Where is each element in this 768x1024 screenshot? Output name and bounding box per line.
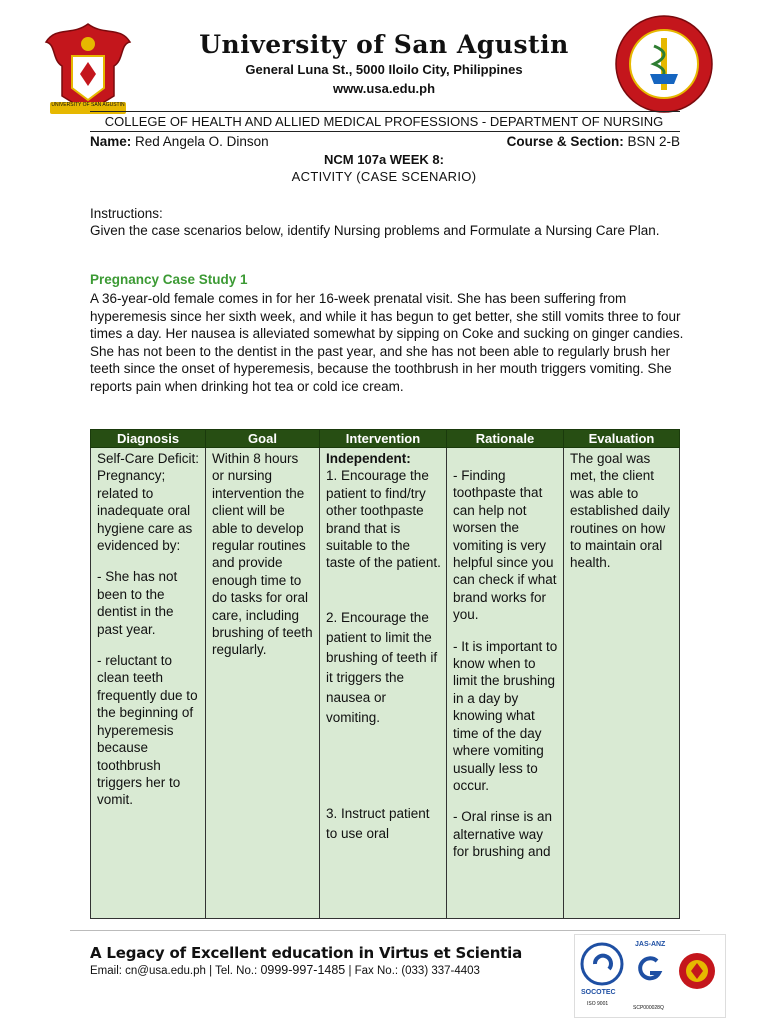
goal-text: Within 8 hours or nursing intervention the client will be able to develop regular routines and provide enough time to do tasks for oral care, including brushing of teeth regularly. bbox=[212, 451, 313, 658]
footer-tel: 0999-997-1485 bbox=[260, 963, 346, 977]
table-header-row bbox=[91, 430, 680, 448]
jas-anz-label: JAS-ANZ bbox=[635, 941, 666, 948]
footer-fax: (033) 337-4403 bbox=[401, 965, 480, 977]
intervention-1: 1. Encourage the patient to find/try other toothpaste brand that is suitable to the taste of the patient. bbox=[326, 468, 441, 571]
university-title: University of San Agustin bbox=[199, 30, 569, 59]
course-section: Course & Section: BSN 2-B bbox=[506, 134, 680, 149]
instructions bbox=[90, 205, 680, 239]
socotec-label: SOCOTEC bbox=[581, 989, 616, 996]
header-rationale: Rationale bbox=[447, 430, 564, 448]
header-top-rule bbox=[90, 111, 680, 112]
header-evaluation: Evaluation bbox=[564, 430, 680, 448]
intervention-cell bbox=[320, 448, 447, 919]
intervention-heading: Independent: bbox=[326, 451, 411, 466]
jas-anz-code: SCP000028Q bbox=[633, 1005, 664, 1011]
rationale-3: - Oral rinse is an alternative way for brushing and bbox=[453, 809, 553, 860]
footer-tagline: A Legacy of Excellent education in Virtus et Scientia bbox=[90, 944, 523, 962]
intervention-2: 2. Encourage the patient to limit the brushing of teeth if it triggers the nausea or vomiting. bbox=[326, 609, 438, 725]
nursing-care-plan-table bbox=[90, 429, 680, 919]
header-diagnosis: Diagnosis bbox=[91, 430, 206, 448]
college-department: COLLEGE OF HEALTH AND ALLIED MEDICAL PROFESSIONS - DEPARTMENT OF NURSING bbox=[104, 114, 664, 129]
socotec-iso: ISO 9001 bbox=[587, 1001, 609, 1007]
activity-title: ACTIVITY (CASE SCENARIO) bbox=[291, 169, 477, 184]
diagnosis-evidence-2: - reluctant to clean teeth frequently due to the beginning of hyperemesis because toothbrush triggers her to vomit. bbox=[97, 653, 198, 808]
intervention-3: 3. Instruct patient to use oral bbox=[326, 805, 430, 841]
header-intervention: Intervention bbox=[320, 430, 447, 448]
goal-cell bbox=[206, 448, 320, 919]
university-seal-small-icon bbox=[677, 951, 717, 991]
diagnosis-cell bbox=[91, 448, 206, 919]
certification-logos bbox=[574, 934, 726, 1018]
university-address: General Luna St., 5000 Iloilo City, Philippines bbox=[245, 62, 523, 77]
footer-contact: Email: cn@usa.edu.ph | Tel. No.: 0999-997-1485 | Fax No.: (033) 337-4403 bbox=[90, 963, 480, 977]
crest-text: UNIVERSITY OF SAN AGUSTIN bbox=[51, 102, 125, 108]
table-row bbox=[91, 448, 680, 919]
header-bottom-rule bbox=[90, 131, 680, 132]
case-study-text: A 36-year-old female comes in for her 16-week prenatal visit. She has been suffering from hyperemesis since her sixth week, and while it has begun to get better, she still vomits three to four times a day. Her nausea is alleviated somewhat by sipping on Coke and sucking on ginger candies. She has not been to the dentist in the past year, and she has not been able to regularly brush her teeth since the onset of hyperemesis, because the toothbrush in her mouth triggers vomiting. She reports pain when drinking hot tea or cold ice cream. bbox=[90, 291, 684, 394]
diagnosis-evidence-1: - She has not been to the dentist in the past year. bbox=[97, 569, 178, 637]
jas-anz-icon bbox=[635, 953, 665, 983]
evaluation-text: The goal was met, the client was able to established daily routines on how to maintain oral health. bbox=[570, 451, 670, 571]
rationale-cell bbox=[447, 448, 564, 919]
university-website: www.usa.edu.ph bbox=[332, 81, 436, 96]
footer-rule bbox=[70, 930, 700, 931]
socotec-icon bbox=[579, 941, 625, 987]
evaluation-cell bbox=[564, 448, 680, 919]
student-info-row bbox=[90, 134, 680, 149]
footer-email: cn@usa.edu.ph bbox=[125, 965, 206, 977]
instructions-text: Given the case scenarios below, identify Nursing problems and Formulate a Nursing Care Plan. bbox=[90, 223, 660, 238]
student-name: Name: Red Angela O. Dinson bbox=[90, 134, 269, 149]
diagnosis-statement: Self-Care Deficit: Pregnancy; related to inadequate oral hygiene care as evidenced by: bbox=[97, 451, 200, 554]
rationale-1: - Finding toothpaste that can help not worsen the vomiting is very helpful since you can check if what brand works for you. bbox=[453, 468, 557, 623]
header-goal: Goal bbox=[206, 430, 320, 448]
case-study-title: Pregnancy Case Study 1 bbox=[90, 272, 248, 287]
instructions-label: Instructions: bbox=[90, 206, 163, 221]
rationale-2: - It is important to know when to limit the brushing in a day by knowing what time of the day where vomiting usually less to occur. bbox=[453, 638, 558, 793]
course-week: NCM 107a WEEK 8: bbox=[324, 152, 444, 167]
